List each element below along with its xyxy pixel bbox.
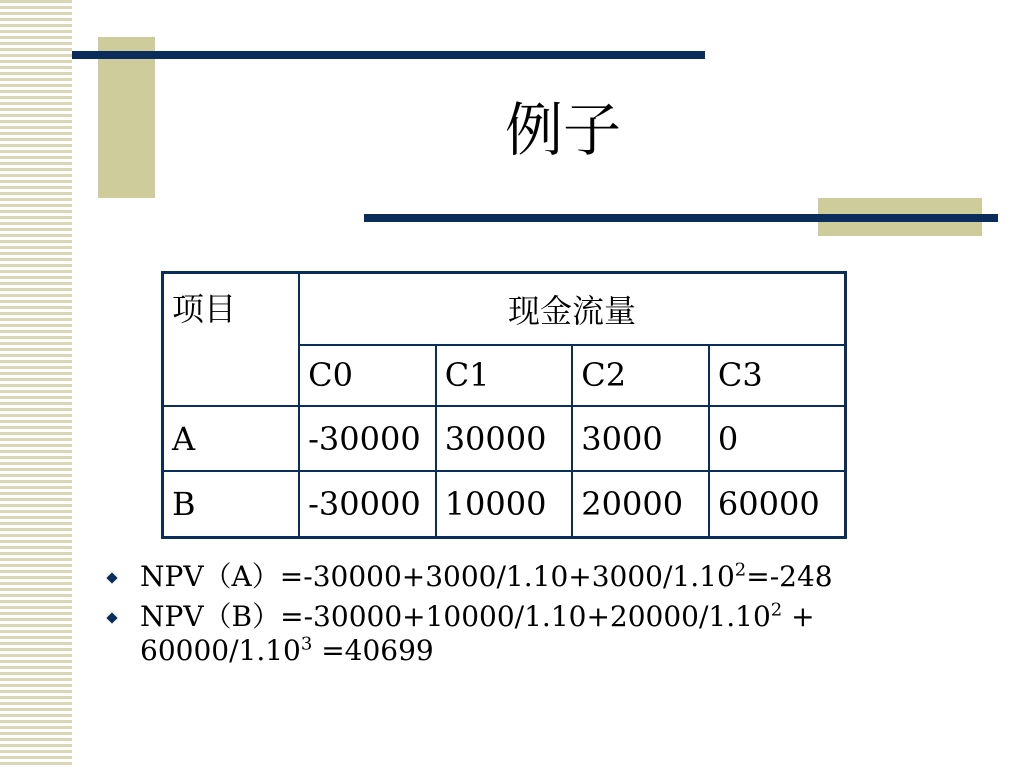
bullet-npv-a <box>100 560 980 594</box>
header-cashflow: 现金流量 <box>299 273 845 345</box>
header-item: 项目 <box>163 273 300 407</box>
diamond-bullet-icon <box>106 572 117 583</box>
table-cell: -30000 <box>299 406 436 471</box>
diamond-bullet-icon <box>106 612 117 623</box>
title-rule-top <box>72 51 705 59</box>
bullet-npv-b <box>100 600 980 668</box>
npv-b-exponent: 2 <box>770 599 783 621</box>
bullet-list <box>100 560 980 674</box>
row-name: A <box>163 406 300 471</box>
table-cell: 3000 <box>572 406 709 471</box>
slide-title: 例子 <box>505 96 622 164</box>
table-cell: 10000 <box>436 471 573 537</box>
table-cell: -30000 <box>299 471 436 537</box>
table-cell: 20000 <box>572 471 709 537</box>
table-row <box>163 406 846 471</box>
npv-b-result: =40699 <box>312 634 434 667</box>
title-rule-bottom <box>364 214 998 222</box>
decorative-block-top <box>98 37 155 198</box>
npv-a-result: =-248 <box>746 560 833 593</box>
table-cell: 60000 <box>709 471 846 537</box>
row-name: B <box>163 471 300 537</box>
table-cell: 30000 <box>436 406 573 471</box>
npv-a-formula: NPV（A）=-30000+3000/1.10+3000/1.10 <box>140 560 735 593</box>
npv-b-exponent-2: 3 <box>300 633 313 655</box>
table-row <box>163 471 846 537</box>
npv-a-exponent: 2 <box>734 559 747 581</box>
table-header-row <box>163 273 846 345</box>
subheader-c0: C0 <box>299 345 436 406</box>
subheader-c3: C3 <box>709 345 846 406</box>
subheader-c1: C1 <box>436 345 573 406</box>
table-cell: 0 <box>709 406 846 471</box>
left-stripe-decoration <box>0 0 72 768</box>
cashflow-table <box>161 271 847 539</box>
npv-b-formula-cont: + 60000/1.10 <box>140 600 815 667</box>
subheader-c2: C2 <box>572 345 709 406</box>
npv-b-formula: NPV（B）=-30000+10000/1.10+20000/1.10 <box>140 600 771 633</box>
